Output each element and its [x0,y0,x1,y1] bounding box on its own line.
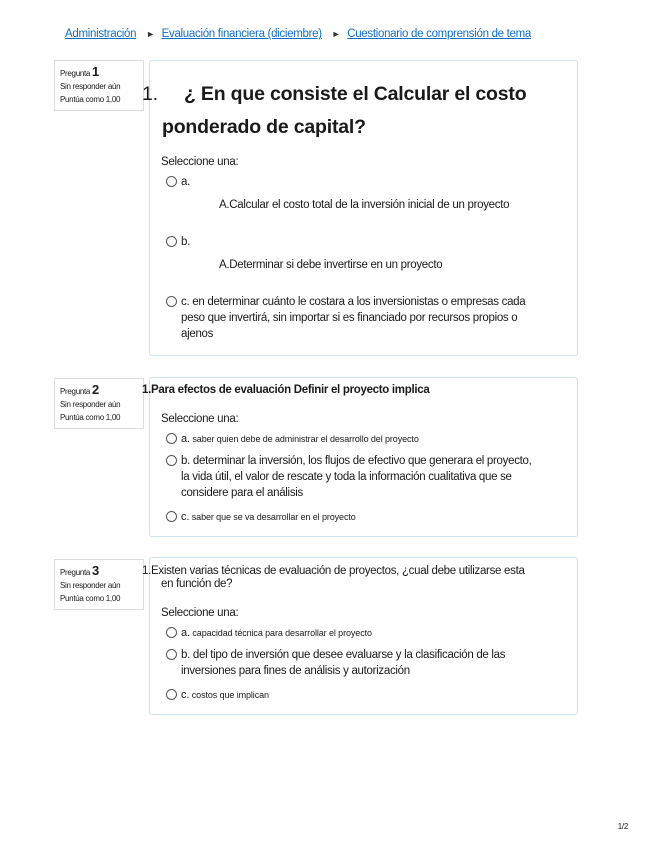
question-label: Pregunta [60,387,91,396]
radio-button[interactable] [166,236,177,247]
breadcrumb-separator-icon: ► [331,29,341,39]
question-status: Sin responder aún [60,82,121,91]
breadcrumb-link-administracion[interactable]: Administración [65,28,137,40]
option-letter: a. [181,627,190,639]
question-number: 3 [92,563,99,578]
question-3-info [54,559,144,610]
question-points: Puntúa como 1,00 [60,594,121,603]
breadcrumb [65,28,531,40]
option-text: saber que se va desarrollar en el proyecto [191,512,356,522]
question-3-prompt: Seleccione una: [161,607,239,619]
option-text: saber quien debe de administrar el desarrollo del proyecto [192,434,419,444]
radio-button[interactable] [166,649,177,660]
question-3-option-b[interactable] [166,647,556,679]
question-list-number: 1. [142,384,151,396]
question-text-line2: en función de? [161,578,233,590]
question-3-option-a[interactable] [166,625,556,641]
option-letter: c. [181,296,190,308]
option-text: en determinar cuánto le costara a los inversionistas o empresas cada peso que invertirá, sin importar si es financiado por recursos propios o ajenos [181,296,526,340]
question-3-text [142,565,572,591]
radio-button[interactable] [166,455,177,466]
question-2-info [54,378,144,429]
page-number: 1/2 [617,822,628,831]
option-letter: a. [181,433,190,445]
question-text-line2: ponderado de capital? [162,116,366,138]
question-1-text [142,78,562,144]
option-text: determinar la inversión, los flujos de efectivo que generara el proyecto, la vida útil, el valor de rescate y toda la información cualitativa que se considere para el análisis [181,455,532,499]
option-text: A.Calcular el costo total de la inversión inicial de un proyecto [219,199,510,211]
option-text: costos que implican [191,690,269,700]
question-number: 1 [92,64,99,79]
option-letter: c. [181,511,190,523]
question-2-text [142,384,572,397]
radio-button[interactable] [166,627,177,638]
radio-button[interactable] [166,176,177,187]
question-3-option-c[interactable] [166,687,556,703]
question-1-prompt: Seleccione una: [161,156,239,168]
option-text: del tipo de inversión que desee evaluarse y la clasificación de las inversiones para fines de análisis y autorización [181,649,506,677]
option-letter: b. [181,236,190,248]
radio-button[interactable] [166,296,177,307]
option-letter: b. [181,649,190,661]
option-letter: a. [181,176,190,188]
question-status: Sin responder aún [60,581,121,590]
radio-button[interactable] [166,689,177,700]
breadcrumb-link-cuestionario[interactable]: Cuestionario de comprensión de tema [347,28,532,40]
question-points: Puntúa como 1,00 [60,95,121,104]
question-1-info [54,60,144,111]
question-list-number: 1. [142,565,151,577]
option-text: A.Determinar si debe invertirse en un proyecto [219,259,443,271]
breadcrumb-link-evaluacion[interactable]: Evaluación financiera (diciembre) [161,28,322,40]
question-1-option-c[interactable] [166,294,541,342]
option-letter: b. [181,455,190,467]
question-number: 2 [92,382,99,397]
question-2-option-c[interactable] [166,509,556,525]
question-text-line1: Existen varias técnicas de evaluación de proyectos, ¿cual debe utilizarse esta [151,565,525,577]
question-label: Pregunta [60,69,91,78]
question-2-option-a[interactable] [166,431,556,447]
option-letter: c. [181,689,190,701]
question-1-option-a[interactable] [166,174,556,213]
question-2-option-b[interactable] [166,453,541,501]
question-label: Pregunta [60,568,91,577]
question-status: Sin responder aún [60,400,121,409]
option-text: capacidad técnica para desarrollar el proyecto [192,628,372,638]
radio-button[interactable] [166,433,177,444]
question-1-option-b[interactable] [166,234,556,273]
radio-button[interactable] [166,511,177,522]
question-2-prompt: Seleccione una: [161,413,239,425]
question-text-line1: ¿ En que consiste el Calcular el costo [184,83,527,105]
question-list-number: 1. [142,83,158,105]
question-text: Para efectos de evaluación Definir el proyecto implica [151,384,430,396]
question-points: Puntúa como 1,00 [60,413,121,422]
breadcrumb-separator-icon: ► [146,29,155,39]
